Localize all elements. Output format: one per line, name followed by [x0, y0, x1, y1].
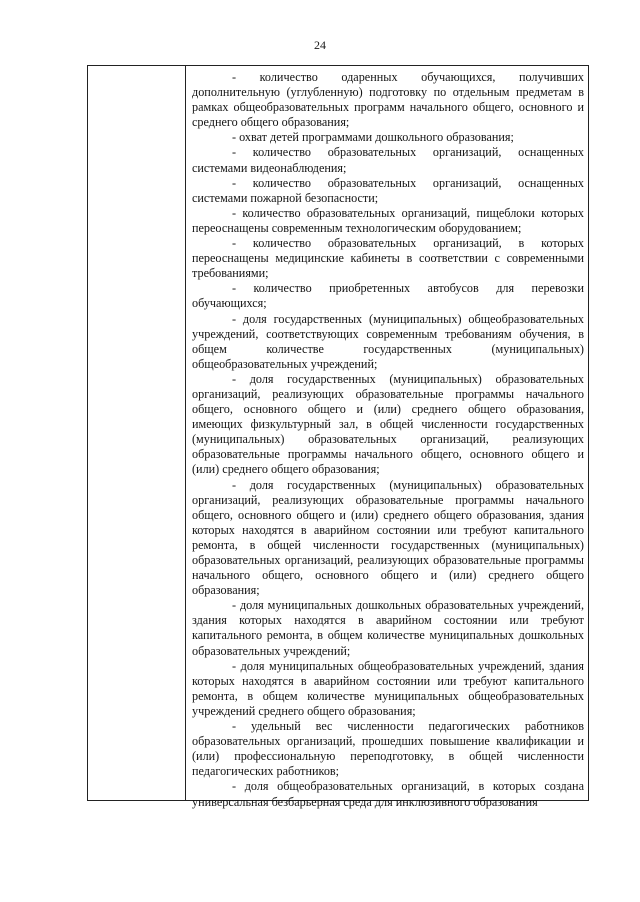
document-table [87, 65, 589, 809]
list-item: - количество образовательных организаций, пищеблоки которых переоснащены современным технологическим оборудованием; [192, 205, 584, 235]
list-item: - количество образовательных организаций, в которых переоснащены медицинские кабинеты в соответствии с современными требованиями; [192, 236, 584, 281]
list-item: - доля государственных (муниципальных) общеобразовательных учреждений, соответствующих современным требованиям обучения, в общем количестве государственных (муниципальных) общеобразовательных учреждений; [192, 311, 584, 371]
list-item: - удельный вес численности педагогических работников образовательных организаций, прошедших повышение квалификации и (или) профессиональную переподготовку, в общей численности педагогических работников; [192, 719, 584, 779]
list-item: - доля муниципальных дошкольных образовательных учреждений, здания которых находятся в аварийном состоянии или требуют капитального ремонта, в общем количестве муниципальных дошкольных образовательных учреждений; [192, 598, 584, 658]
list-item: - количество образовательных организаций, оснащенных системами пожарной безопасности; [192, 175, 584, 205]
page-number: 24 [314, 38, 326, 52]
list-item: - количество приобретенных автобусов для перевозки обучающихся; [192, 281, 584, 311]
list-item: - доля общеобразовательных организаций, в которых создана универсальная безбарьерная среда для инклюзивного образования [192, 779, 584, 809]
list-item: - количество образовательных организаций, оснащенных системами видеонаблюдения; [192, 145, 584, 175]
table-right-cell [186, 66, 588, 809]
list-item: - охват детей программами дошкольного образования; [232, 130, 514, 145]
list-item: - количество одаренных обучающихся, получивших дополнительную (углубленную) подготовку по отдельным предметам в рамках общеобразовательных программ начального общего, основного и среднего общего образования; [192, 70, 584, 130]
table-left-cell [88, 66, 186, 800]
list-item: - доля государственных (муниципальных) образовательных организаций, реализующих образовательные программы начального общего, основного общего и (или) среднего общего образования, здания которых находятся в аварийном состоянии или требуют капитального ремонта, в общей численности государственных (муниципальных) образовательных организаций, реализующих образовательные программы начального общего, основного общего и (или) среднего общего образования; [192, 477, 584, 598]
list-item: - доля государственных (муниципальных) образовательных организаций, реализующих образовательные программы начального общего, основного общего и (или) среднего общего образования, имеющих физкультурный зал, в общей численности государственных (муниципальных) образовательных организаций, реализующих образовательные программы начального общего, основного общего и (или) среднего общего образования; [192, 371, 584, 477]
list-item: - доля муниципальных общеобразовательных учреждений, здания которых находятся в аварийном состоянии или требуют капитального ремонта, в общем количестве муниципальных общеобразовательных учреждений среднего общего образования; [192, 658, 584, 718]
